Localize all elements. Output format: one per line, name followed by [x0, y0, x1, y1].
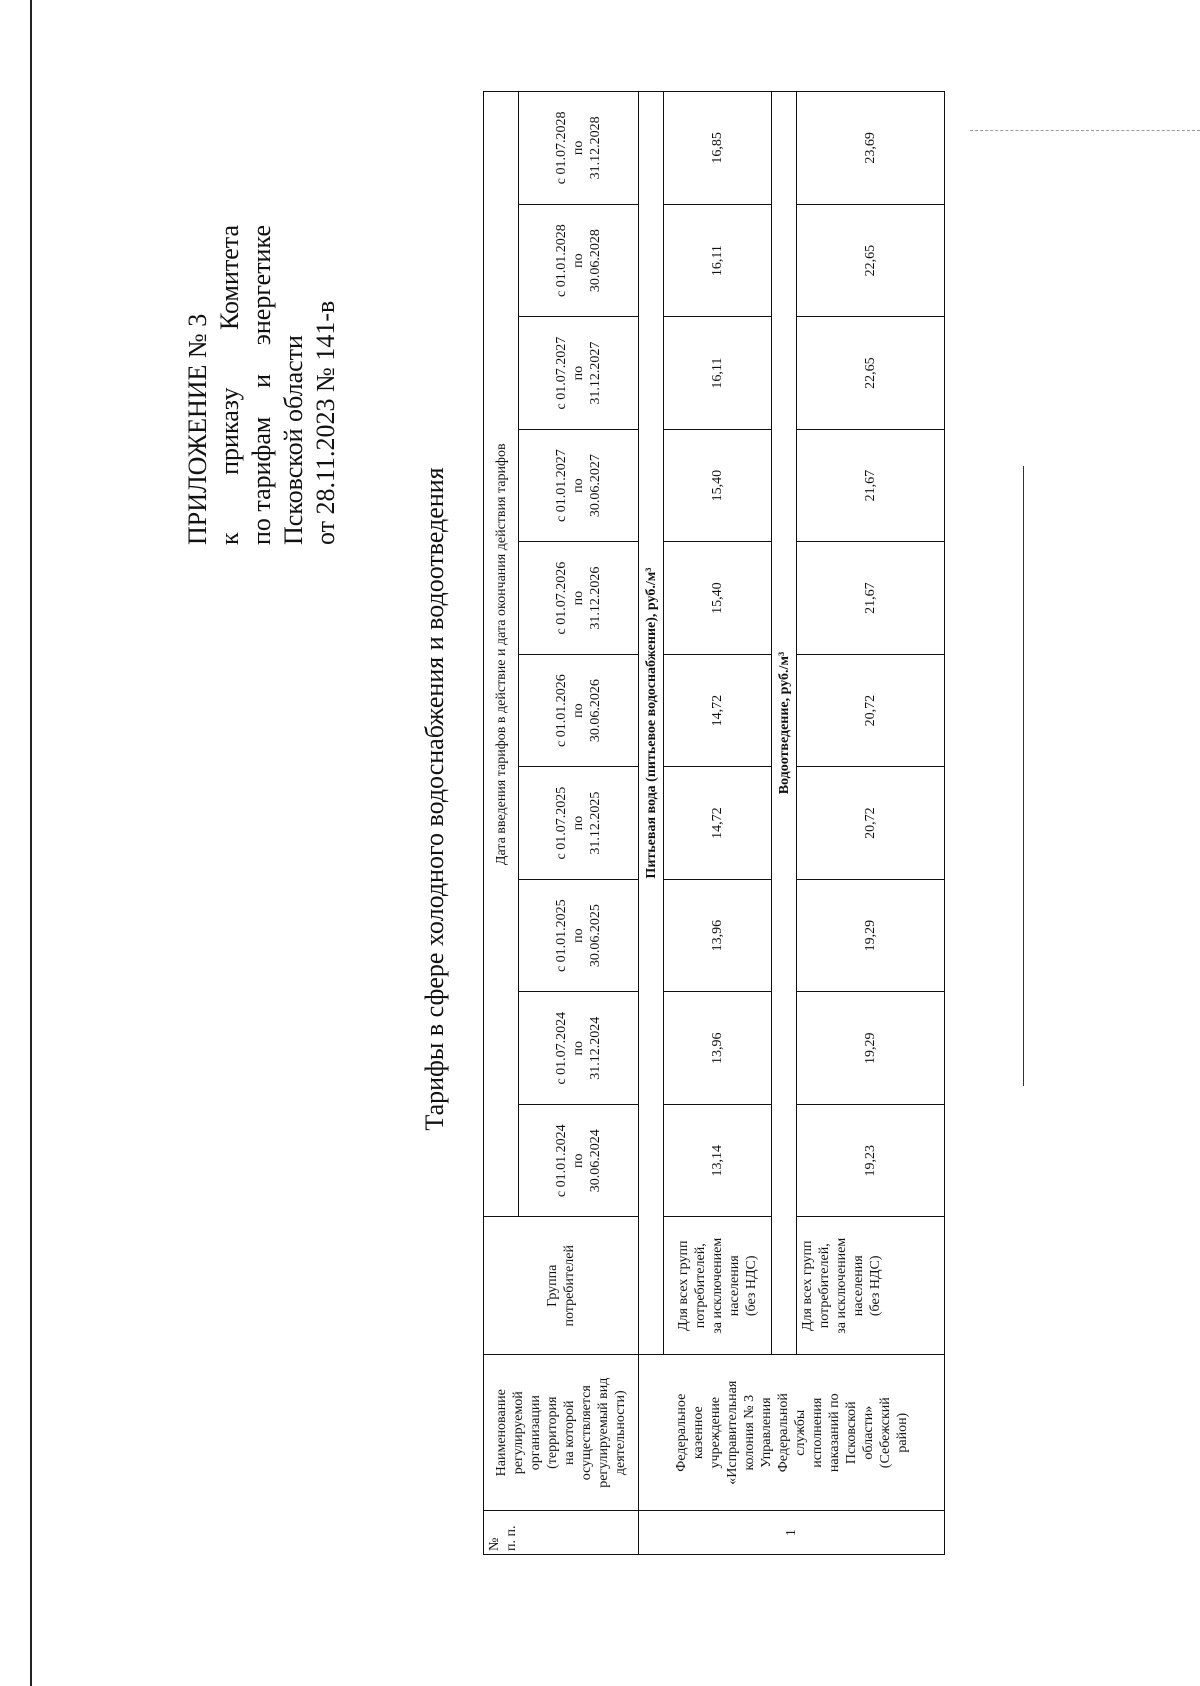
table-row	[797, 92, 945, 1555]
tariff-value: 13,14	[664, 1104, 772, 1217]
consumer-group: Для всех групп потребителей, за исключением населения (без НДС)	[664, 1217, 772, 1355]
tariff-value: 21,67	[797, 429, 945, 542]
period-header: с 01.07.2026 по 31.12.2026	[519, 542, 639, 655]
divider-line	[1023, 466, 1024, 1086]
tariff-value: 16,11	[664, 317, 772, 430]
approval-line-tariffs	[246, 225, 278, 545]
approval-word-and: и	[247, 373, 276, 388]
tariff-value: 19,29	[797, 992, 945, 1105]
tariff-value: 20,72	[797, 767, 945, 880]
appendix-number: ПРИЛОЖЕНИЕ № 3	[183, 313, 212, 545]
tariff-value: 13,96	[664, 992, 772, 1105]
header-org: Наименование регулируемой организации (территория на которой осуществляется регулируемый вид деятельности)	[484, 1355, 639, 1511]
approval-date-number: от 28.11.2023 № 141-в	[311, 300, 340, 545]
header-num: № п. п.	[484, 1511, 639, 1555]
approval-word-committee: Комитета	[215, 225, 244, 331]
approval-word-energy: энергетике	[247, 225, 276, 346]
tariff-value: 23,69	[797, 92, 945, 205]
tariff-value: 19,23	[797, 1104, 945, 1217]
tariff-value: 16,85	[664, 92, 772, 205]
header-dates-caption: Дата введения тарифов в действие и дата окончания действия тарифов	[484, 92, 519, 1217]
period-header: с 01.07.2024 по 31.12.2024	[519, 992, 639, 1105]
approval-line-order	[214, 225, 246, 545]
header-group: Группа потребителей	[484, 1217, 639, 1355]
approval-word-k: к	[215, 532, 244, 545]
tariff-value: 19,29	[797, 879, 945, 992]
period-header: с 01.07.2027 по 31.12.2027	[519, 317, 639, 430]
tariff-value: 14,72	[664, 767, 772, 880]
tariff-value: 22,65	[797, 317, 945, 430]
section-title-water: Питьевая вода (питьевое водоснабжение), руб./м³	[639, 92, 664, 1355]
period-header: с 01.01.2025 по 30.06.2025	[519, 879, 639, 992]
section-title-sewage: Водоотведение, руб./м³	[772, 92, 797, 1355]
consumer-group: Для всех групп потребителей, за исключением населения (без НДС)	[797, 1217, 945, 1355]
period-header: с 01.07.2028 по 31.12.2028	[519, 92, 639, 205]
approval-word-tariffs: по тарифам	[247, 416, 276, 545]
section-row-sewage	[772, 92, 797, 1555]
tariff-value: 14,72	[664, 654, 772, 767]
period-header: с 01.07.2025 по 31.12.2025	[519, 767, 639, 880]
period-header: с 01.01.2027 по 30.06.2027	[519, 429, 639, 542]
period-header: с 01.01.2024 по 30.06.2024	[519, 1104, 639, 1217]
document-title: Тарифы в сфере холодного водоснабжения и водоотведения	[420, 467, 449, 1131]
table-row	[664, 92, 772, 1555]
tariff-value: 15,40	[664, 542, 772, 655]
tariff-value: 16,11	[664, 204, 772, 317]
tariff-value: 21,67	[797, 542, 945, 655]
period-header: с 01.01.2028 по 30.06.2028	[519, 204, 639, 317]
tariff-value: 22,65	[797, 204, 945, 317]
header-row-1	[484, 92, 519, 1555]
tariff-value: 13,96	[664, 879, 772, 992]
section-row-water	[639, 92, 664, 1555]
row-org-name: Федеральное казенное учреждение «Исправительная колония № 3 Управления Федеральной службы исполнения наказаний по Псковской области» (Себежский район)	[639, 1355, 945, 1511]
tariff-value: 20,72	[797, 654, 945, 767]
row-num: 1	[639, 1511, 945, 1555]
period-header: с 01.01.2026 по 30.06.2026	[519, 654, 639, 767]
approval-region: Псковской области	[279, 335, 308, 545]
approval-block	[182, 225, 342, 545]
tariff-table	[483, 91, 945, 1555]
approval-word-order: приказу	[215, 387, 244, 475]
tariff-value: 15,40	[664, 429, 772, 542]
